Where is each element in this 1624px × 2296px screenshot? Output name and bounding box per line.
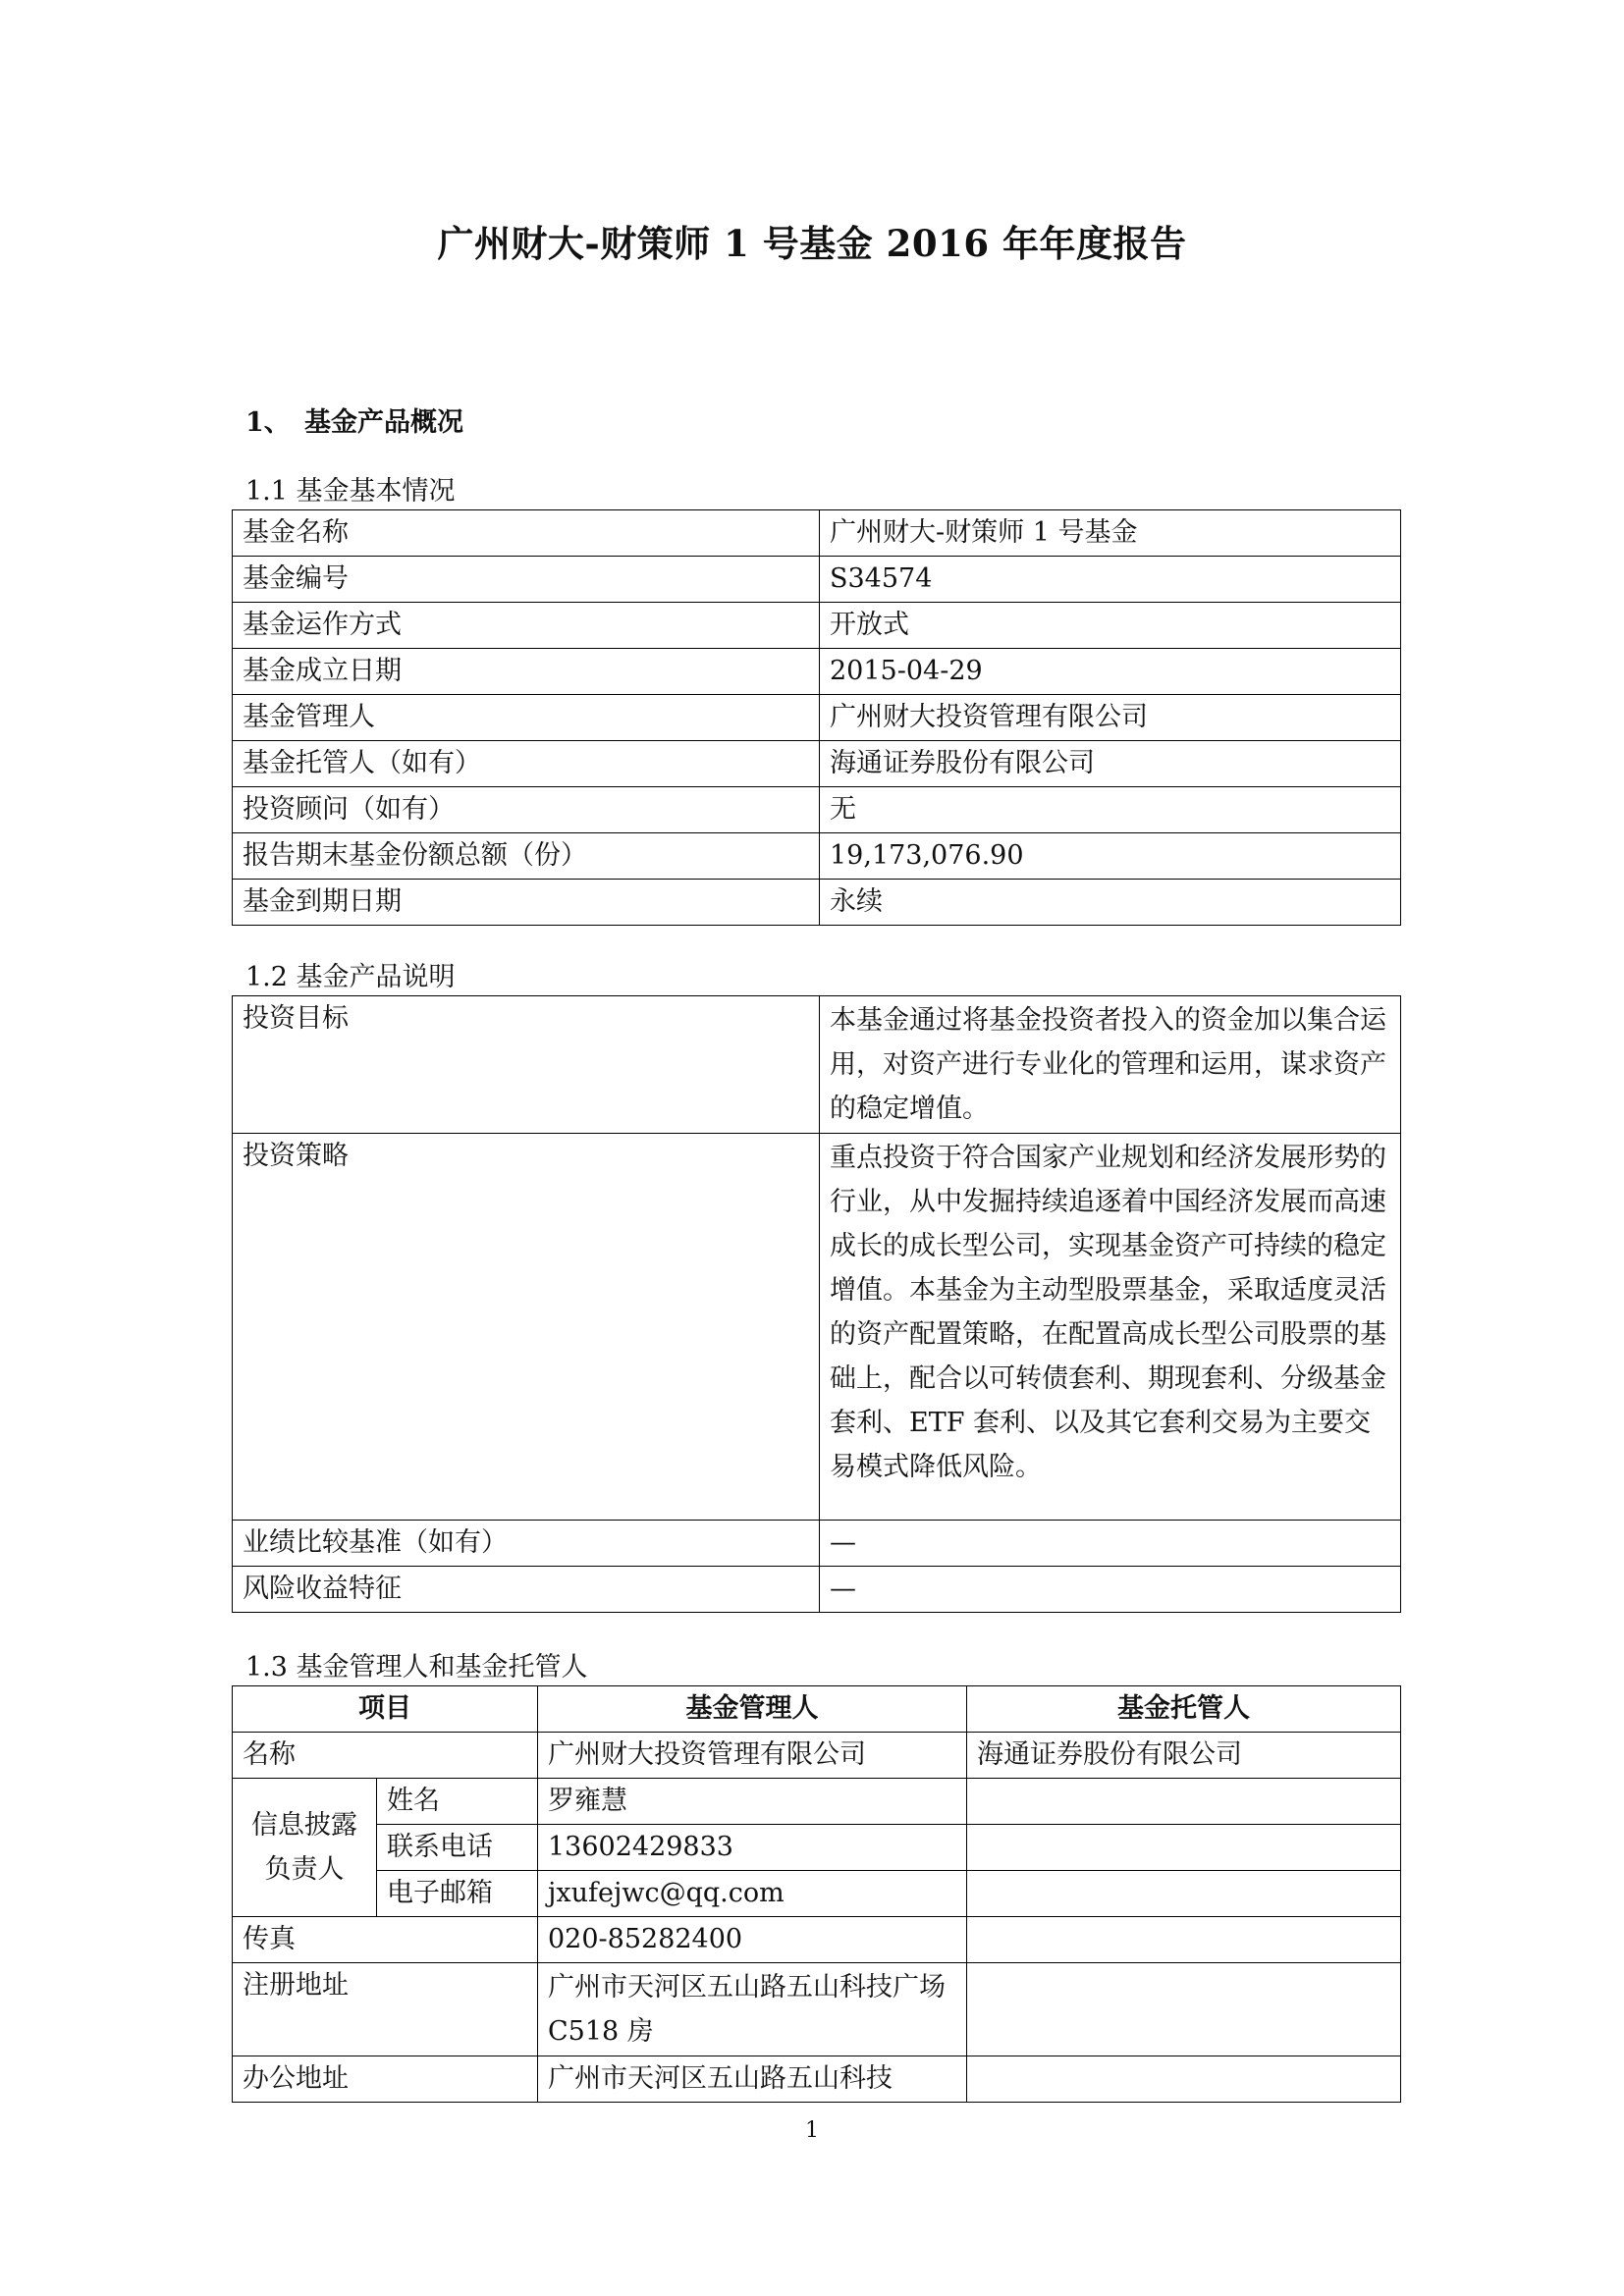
- table-row: [233, 1917, 1401, 1963]
- row-label: 基金名称: [233, 510, 820, 557]
- disclosure-officer-label: 信息披露负责人: [233, 1779, 377, 1917]
- table-row: [233, 649, 1401, 695]
- table-row: [233, 833, 1401, 880]
- row-label: 电子邮箱: [377, 1871, 538, 1917]
- empty-cell: [967, 1917, 1401, 1963]
- subsection-heading-1-1: 1.1 基金基本情况: [245, 476, 456, 507]
- row-label: 姓名: [377, 1779, 538, 1825]
- row-label: 风险收益特征: [233, 1567, 820, 1613]
- registered-address: 广州市天河区五山路五山科技广场 C518 房: [538, 1963, 967, 2056]
- row-value: 广州财大-财策师 1 号基金: [820, 510, 1401, 557]
- header-manager: 基金管理人: [538, 1686, 967, 1733]
- row-value: 重点投资于符合国家产业规划和经济发展形势的行业，从中发掘持续追逐着中国经济发展而高速成长的成长型公司，实现基金资产可持续的稳定增值。本基金为主动型股票基金，采取适度灵活的资产配置策略，在配置高成长型公司股票的基础上，配合以可转债套利、期现套利、分级基金套利、ETF 套利、以及其它套利交易为主要交易模式降低风险。: [820, 1134, 1401, 1521]
- row-label: 基金编号: [233, 557, 820, 603]
- row-label: 业绩比较基准（如有）: [233, 1521, 820, 1567]
- row-value: 19,173,076.90: [820, 833, 1401, 880]
- section-title: 基金产品概况: [304, 407, 463, 438]
- row-label: 投资顾问（如有）: [233, 787, 820, 833]
- row-label: 联系电话: [377, 1825, 538, 1871]
- table-row: [233, 787, 1401, 833]
- row-label: 基金运作方式: [233, 603, 820, 649]
- row-value: —: [820, 1521, 1401, 1567]
- row-value: 本基金通过将基金投资者投入的资金加以集合运用，对资产进行专业化的管理和运用，谋求资产的稳定增值。: [820, 996, 1401, 1134]
- row-value: S34574: [820, 557, 1401, 603]
- row-value: 无: [820, 787, 1401, 833]
- table-row: [233, 1134, 1401, 1521]
- table-row: [233, 2056, 1401, 2103]
- table-row: [233, 1825, 1401, 1871]
- table-row: [233, 557, 1401, 603]
- header-item: 项目: [233, 1686, 538, 1733]
- row-value: 2015-04-29: [820, 649, 1401, 695]
- table-row: [233, 996, 1401, 1134]
- row-value: 永续: [820, 880, 1401, 926]
- table-row: [233, 880, 1401, 926]
- table-row: [233, 1871, 1401, 1917]
- row-label: 名称: [233, 1733, 538, 1779]
- table-row: [233, 1567, 1401, 1613]
- row-label: 投资目标: [233, 996, 820, 1134]
- empty-cell: [967, 1963, 1401, 2056]
- row-label: 基金管理人: [233, 695, 820, 741]
- contact-name: 罗雍慧: [538, 1779, 967, 1825]
- table-row: [233, 603, 1401, 649]
- empty-cell: [967, 1779, 1401, 1825]
- row-label: 注册地址: [233, 1963, 538, 2056]
- table-header-row: [233, 1686, 1401, 1733]
- office-address: 广州市天河区五山路五山科技: [538, 2056, 967, 2103]
- row-value: 海通证券股份有限公司: [820, 741, 1401, 787]
- custodian-name: 海通证券股份有限公司: [967, 1733, 1401, 1779]
- contact-phone: 13602429833: [538, 1825, 967, 1871]
- row-label: 办公地址: [233, 2056, 538, 2103]
- subsection-heading-1-2: 1.2 基金产品说明: [245, 962, 456, 992]
- report-title: 广州财大-财策师 1 号基金 2016 年年度报告: [437, 222, 1187, 265]
- header-custodian: 基金托管人: [967, 1686, 1401, 1733]
- manager-custodian-table: [232, 1685, 1401, 2103]
- table-row: [233, 510, 1401, 557]
- fax-number: 020-85282400: [538, 1917, 967, 1963]
- manager-name: 广州财大投资管理有限公司: [538, 1733, 967, 1779]
- row-label: 投资策略: [233, 1134, 820, 1521]
- row-value: —: [820, 1567, 1401, 1613]
- table-row: [233, 1521, 1401, 1567]
- empty-cell: [967, 1825, 1401, 1871]
- empty-cell: [967, 2056, 1401, 2103]
- row-label: 基金到期日期: [233, 880, 820, 926]
- table-row: [233, 695, 1401, 741]
- section-heading: [245, 400, 463, 439]
- empty-cell: [967, 1871, 1401, 1917]
- table-row: [233, 1733, 1401, 1779]
- basic-info-table: [232, 509, 1401, 926]
- row-label: 基金托管人（如有）: [233, 741, 820, 787]
- table-row: [233, 1963, 1401, 2056]
- row-label: 报告期末基金份额总额（份）: [233, 833, 820, 880]
- contact-email: jxufejwc@qq.com: [538, 1871, 967, 1917]
- row-label: 传真: [233, 1917, 538, 1963]
- row-value: 广州财大投资管理有限公司: [820, 695, 1401, 741]
- product-description-table: [232, 995, 1401, 1613]
- section-number: 1、: [245, 407, 291, 438]
- table-row: [233, 1779, 1401, 1825]
- row-value: 开放式: [820, 603, 1401, 649]
- subsection-heading-1-3: 1.3 基金管理人和基金托管人: [245, 1652, 588, 1682]
- table-row: [233, 741, 1401, 787]
- row-label: 基金成立日期: [233, 649, 820, 695]
- page-number: 1: [805, 2118, 819, 2143]
